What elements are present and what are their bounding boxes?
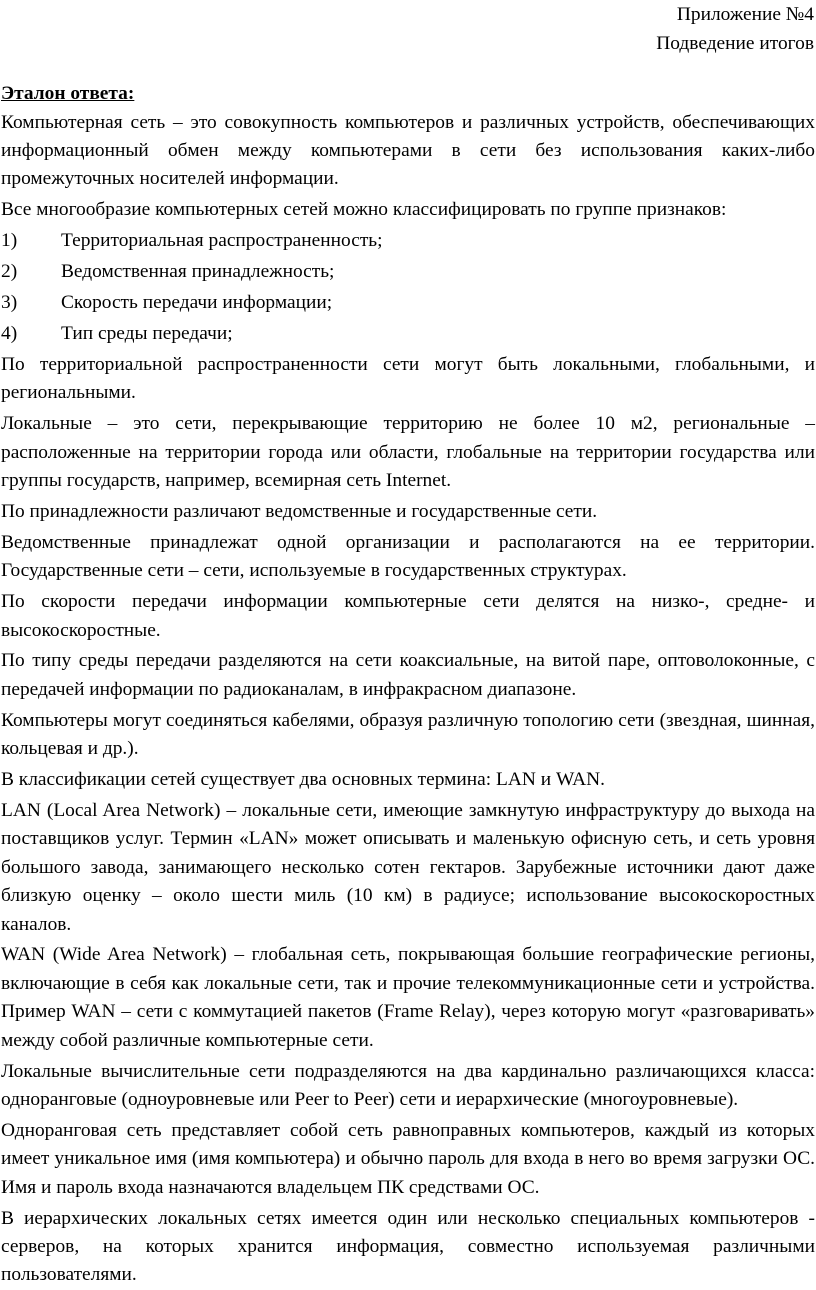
list-item bbox=[1, 320, 815, 348]
body-text bbox=[1, 109, 815, 1290]
paragraph-medium: По типу среды передачи разделяются на сети коаксиальные, на витой паре, оптоволоконные, с передачей информации по радиоканалам, в инфракрасном диапазоне. bbox=[1, 650, 815, 700]
list-item bbox=[1, 227, 815, 255]
paragraph-network-classes: Локальные вычислительные сети подразделяются на два кардинально различающихся класса: одноранговые (одноуровневые или Peer to Peer) сети и иерархические (многоуровневые). bbox=[1, 1060, 815, 1110]
paragraph-wan: WAN (Wide Area Network) – глобальная сеть, покрывающая большие географические регионы, включающие в себя как локальные сети, так и прочие телекоммуникационные сети и устройства. Пример WAN – сети с коммутацией пакетов (Frame Relay), через которую могут «разговаривать» между собой различные компьютерные сети. bbox=[1, 944, 815, 1051]
paragraph-local-regional-global: Локальные – это сети, перекрывающие территорию не более 10 м2, региональные – расположенные на территории города или области, глобальные на территории государства или группы государств, например, всемирная сеть Internet. bbox=[1, 413, 815, 491]
appendix-subtitle: Подведение итогов bbox=[656, 32, 814, 54]
paragraph-lan: LAN (Local Area Network) – локальные сети, имеющие замкнутую инфраструктуру до выхода на поставщиков услуг. Термин «LAN» может описывать и маленькую офисную сеть, и сеть уровня большого завода, занимающего несколько сотен гектаров. Зарубежные источники дают даже близкую оценку – около шести миль (10 км) в радиусе; использование высокоскоростных каналов. bbox=[1, 799, 815, 935]
list-item-number: 1) bbox=[1, 230, 18, 252]
list-item bbox=[1, 258, 815, 286]
list-item-text: Ведомственная принадлежность; bbox=[61, 261, 335, 283]
paragraph-classification: Все многообразие компьютерных сетей можно классифицировать по группе признаков: bbox=[1, 199, 727, 221]
paragraph-territorial: По территориальной распространенности сети могут быть локальными, глобальными, и региональными. bbox=[1, 353, 815, 404]
paragraph-departmental-state: Ведомственные принадлежат одной организации и располагаются на ее территории. Государственные сети – сети, используемые в государственных структурах. bbox=[1, 531, 815, 582]
list-item-text: Территориальная распространенность; bbox=[61, 230, 383, 252]
list-item-number: 2) bbox=[1, 261, 18, 283]
paragraph-definition: Компьютерная сеть – это совокупность компьютеров и различных устройств, обеспечивающих информационный обмен между компьютерами в сети без использования каких-либо промежуточных носителей информации. bbox=[1, 111, 815, 190]
paragraph-hierarchical: В иерархических локальных сетях имеется один или несколько специальных компьютеров - серверов, на которых хранится информация, совместно используемая различными пользователями. bbox=[1, 1207, 815, 1286]
paragraph-lan-wan: В классификации сетей существует два основных термина: LAN и WAN. bbox=[1, 769, 605, 791]
list-item bbox=[1, 289, 815, 317]
appendix-label: Приложение №4 bbox=[676, 4, 814, 25]
page-header bbox=[1, 0, 815, 58]
paragraph-ownership: По принадлежности различают ведомственные и государственные сети. bbox=[1, 500, 598, 522]
answer-key-title: Эталон ответа: bbox=[1, 83, 135, 105]
paragraph-peer-to-peer: Одноранговая сеть представляет собой сеть равноправных компьютеров, каждый из которых имеет уникальное имя (имя компьютера) и обычно пароль для входа в него во время загрузки ОС. Имя и пароль входа назначаются владельцем ПК средствами ОС. bbox=[1, 1119, 815, 1198]
criteria-list bbox=[1, 227, 815, 348]
paragraph-speed: По скорости передачи информации компьютерные сети делятся на низко-, средне- и высокоскоростные. bbox=[1, 591, 815, 641]
list-item-number: 3) bbox=[1, 292, 18, 314]
list-item-number: 4) bbox=[1, 322, 18, 344]
list-item-text: Скорость передачи информации; bbox=[61, 292, 333, 314]
paragraph-topology: Компьютеры могут соединяться кабелями, образуя различную топологию сети (звездная, шинная, кольцевая и др.). bbox=[1, 709, 815, 760]
list-item-text: Тип среды передачи; bbox=[61, 322, 233, 344]
